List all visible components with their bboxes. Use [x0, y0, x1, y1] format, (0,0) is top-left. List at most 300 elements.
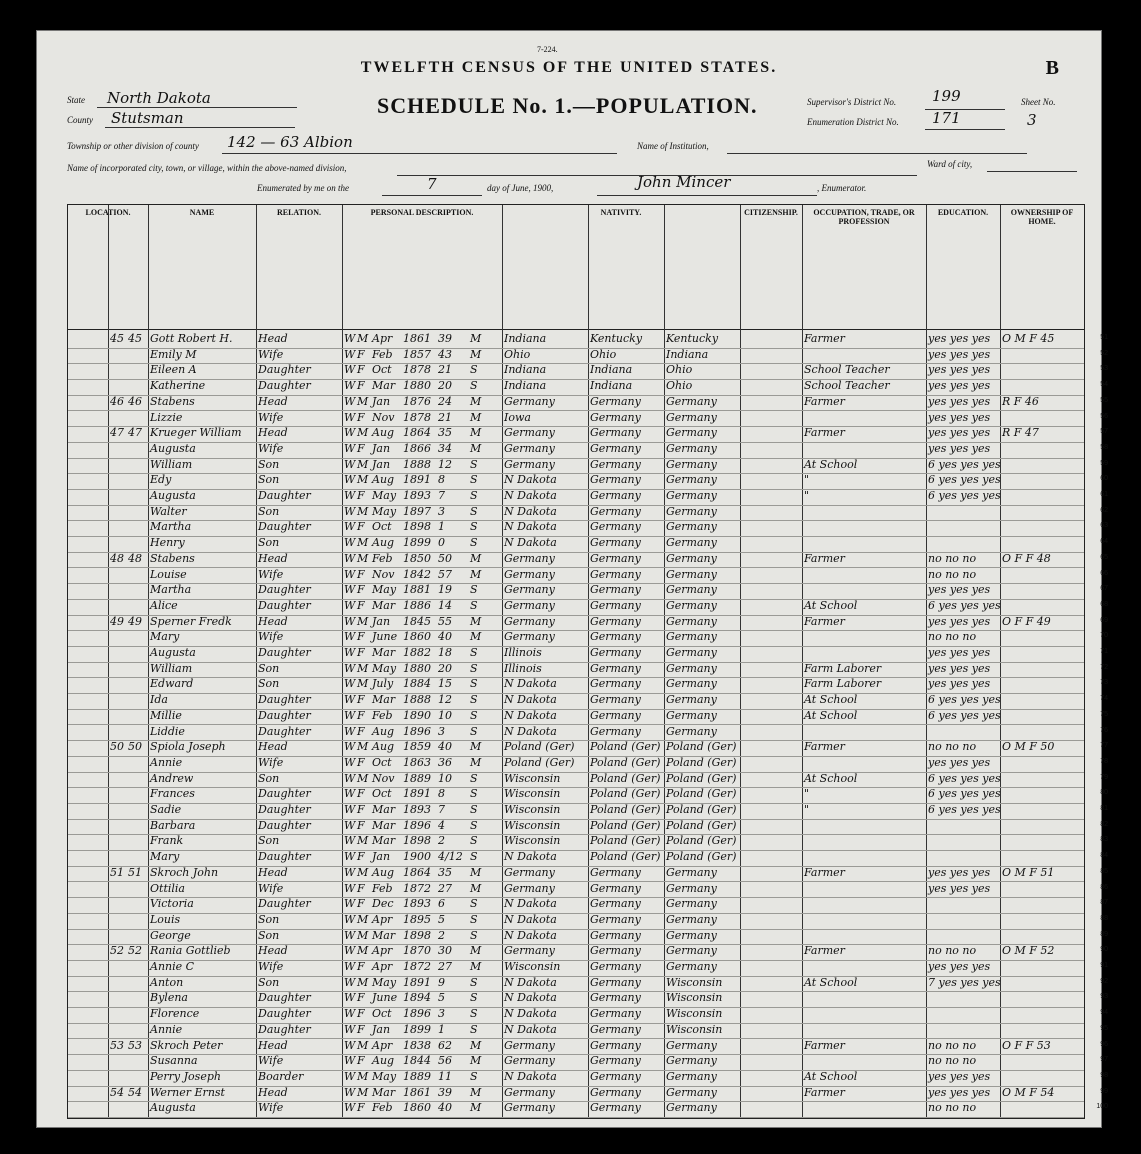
cell-name: Augusta — [150, 1101, 196, 1115]
cell-place: Indiana — [504, 379, 547, 393]
cell-own: O M F 52 — [1002, 944, 1055, 958]
cell-race: W — [344, 771, 356, 785]
cell-mar: S — [470, 1007, 478, 1021]
cell-father: Germany — [590, 661, 641, 675]
cell-mo: Mar — [372, 1085, 396, 1099]
cell-yr: 1889 — [403, 771, 431, 785]
cell-name: Mary — [150, 850, 180, 864]
cell-mo: Apr — [372, 944, 393, 958]
cell-fam: 46 — [128, 394, 142, 408]
table-row — [68, 771, 1108, 789]
cell-mar: M — [470, 740, 482, 754]
cell-race: W — [344, 379, 356, 393]
table-row — [68, 818, 1108, 836]
cell-occ: Farmer — [804, 944, 845, 958]
cell-mo: Feb — [372, 708, 393, 722]
cell-age: 55 — [438, 614, 452, 628]
cell-name: Werner Ernst — [150, 1085, 225, 1099]
cell-father: Germany — [590, 473, 641, 487]
cell-mo: Feb — [372, 347, 393, 361]
cell-sex: F — [357, 708, 365, 722]
enumerated-label: Enumerated by me on the — [257, 183, 349, 193]
line-number: 66 — [1100, 569, 1108, 577]
cell-name: Annie — [150, 755, 183, 769]
cell-mo: Aug — [372, 536, 395, 550]
cell-yr: 1861 — [403, 332, 431, 345]
cell-rel: Wife — [258, 347, 284, 361]
cell-place: Germany — [504, 583, 555, 597]
cell-dw: 53 — [110, 1038, 124, 1052]
cell-age: 3 — [438, 504, 445, 518]
cell-place: Germany — [504, 1101, 555, 1115]
cell-mother: Germany — [666, 944, 717, 958]
cell-race: W — [344, 551, 356, 565]
cell-yr: 1842 — [403, 567, 431, 581]
cell-mother: Wisconsin — [666, 1022, 723, 1036]
cell-rel: Daughter — [258, 724, 311, 738]
cell-age: 21 — [438, 363, 452, 377]
cell-yr: 1889 — [403, 1069, 431, 1083]
cell-age: 30 — [438, 944, 452, 958]
cell-occ: " — [804, 803, 810, 816]
cell-sex: F — [357, 1007, 365, 1021]
line-number: 81 — [1100, 805, 1108, 812]
cell-age: 10 — [438, 708, 452, 722]
line-number: 57 — [1100, 428, 1108, 436]
cell-edu: yes yes yes — [928, 1069, 991, 1083]
line-number: 91 — [1100, 962, 1108, 969]
cell-mar: S — [470, 520, 478, 534]
cell-occ: Farmer — [804, 614, 845, 628]
table-row — [68, 630, 1108, 647]
cell-own: O F F 48 — [1002, 551, 1051, 565]
cell-mother: Germany — [666, 630, 717, 644]
cell-mo: Feb — [372, 551, 393, 565]
cell-mar: S — [470, 975, 478, 989]
cell-dw: 48 — [110, 551, 124, 565]
cell-edu: yes yes yes — [928, 394, 991, 408]
cell-mother: Wisconsin — [666, 1007, 723, 1021]
cell-name: Barbara — [150, 818, 196, 832]
cell-name: Edward — [150, 677, 194, 691]
cell-mo: Jan — [372, 457, 391, 471]
cell-place: Germany — [504, 865, 555, 879]
cell-father: Poland (Ger) — [590, 771, 661, 785]
cell-own: O M F 51 — [1002, 865, 1055, 879]
cell-name: Edy — [150, 473, 172, 487]
cell-yr: 1838 — [403, 1038, 431, 1052]
cell-mar: S — [470, 598, 478, 612]
cell-race: W — [344, 661, 356, 675]
cell-sex: M — [357, 426, 369, 440]
cell-place: N Dakota — [504, 504, 557, 518]
cell-age: 50 — [438, 551, 452, 565]
cell-dw: 54 — [110, 1085, 124, 1099]
cell-age: 5 — [438, 991, 445, 1005]
cell-mar: S — [470, 724, 478, 738]
line-number: 100 — [1096, 1103, 1108, 1111]
cell-mo: Oct — [372, 363, 392, 377]
cell-race: W — [344, 881, 356, 895]
cell-mother: Germany — [666, 928, 717, 942]
cell-edu: 6 yes yes yes — [928, 803, 1001, 816]
line-number: 51 — [1100, 334, 1108, 341]
form-number: 7-224. — [537, 45, 558, 54]
table-row — [68, 379, 1108, 396]
cell-rel: Daughter — [258, 598, 311, 612]
cell-father: Germany — [590, 865, 641, 879]
enumeration-label: Enumeration District No. — [807, 117, 899, 127]
cell-race: W — [344, 677, 356, 691]
enumerator-label: , Enumerator. — [817, 183, 867, 193]
cell-race: W — [344, 1038, 356, 1052]
cell-rel: Daughter — [258, 379, 311, 393]
cell-age: 40 — [438, 1101, 452, 1115]
cell-place: Germany — [504, 394, 555, 408]
cell-age: 36 — [438, 755, 452, 769]
cell-mar: S — [470, 363, 478, 377]
cell-age: 20 — [438, 661, 452, 675]
cell-place: Wisconsin — [504, 771, 561, 785]
cell-father: Germany — [590, 646, 641, 659]
table-row — [68, 410, 1108, 428]
cell-race: W — [344, 803, 356, 816]
table-row — [68, 583, 1108, 600]
cell-mother: Germany — [666, 693, 717, 707]
cell-race: W — [344, 1085, 356, 1099]
table-row — [68, 708, 1108, 726]
cell-occ: " — [804, 787, 810, 801]
cell-sex: M — [357, 677, 369, 691]
cell-race: W — [344, 363, 356, 377]
line-number: 75 — [1100, 710, 1108, 718]
cell-name: Stabens — [150, 394, 195, 408]
enumeration-value: 171 — [932, 109, 961, 127]
cell-mar: S — [470, 1022, 478, 1036]
cell-father: Indiana — [590, 379, 633, 393]
cell-mo: Mar — [372, 834, 396, 848]
table-row — [68, 1007, 1108, 1024]
cell-fam: 52 — [128, 944, 142, 958]
cell-edu: yes yes yes — [928, 363, 991, 377]
cell-yr: 1860 — [403, 630, 431, 644]
cell-name: Frank — [150, 834, 184, 848]
cell-place: Germany — [504, 426, 555, 440]
table-row — [68, 394, 1108, 412]
cell-mother: Germany — [666, 1101, 717, 1115]
cell-edu: yes yes yes — [928, 441, 991, 455]
cell-mo: Aug — [372, 740, 395, 754]
cell-place: Illinois — [504, 646, 542, 659]
cell-mother: Indiana — [666, 347, 709, 361]
cell-mo: Aug — [372, 426, 395, 440]
cell-place: Germany — [504, 551, 555, 565]
cell-name: Augusta — [150, 646, 196, 659]
cell-place: Poland (Ger) — [504, 740, 575, 754]
cell-mother: Germany — [666, 598, 717, 612]
cell-age: 2 — [438, 834, 445, 848]
cell-mother: Germany — [666, 441, 717, 455]
cell-mar: S — [470, 661, 478, 675]
cell-age: 43 — [438, 347, 452, 361]
cell-own: O F F 49 — [1002, 614, 1051, 628]
cell-race: W — [344, 504, 356, 518]
cell-fam: 51 — [128, 865, 142, 879]
cell-race: W — [344, 1022, 356, 1036]
cell-age: 3 — [438, 1007, 445, 1021]
cell-mo: Aug — [372, 865, 395, 879]
population-table — [67, 204, 1108, 1119]
cell-name: Augusta — [150, 441, 196, 455]
cell-rel: Head — [258, 865, 288, 879]
table-row — [68, 441, 1108, 459]
cell-mar: M — [470, 567, 482, 581]
enum-day-value: 7 — [427, 175, 437, 193]
cell-own: R F 46 — [1002, 394, 1039, 408]
cell-place: Indiana — [504, 363, 547, 377]
cell-sex: F — [357, 598, 365, 612]
cell-age: 12 — [438, 457, 452, 471]
cell-age: 40 — [438, 630, 452, 644]
cell-mo: Apr — [372, 332, 393, 345]
cell-yr: 1897 — [403, 504, 431, 518]
line-number: 87 — [1100, 899, 1108, 907]
cell-yr: 1895 — [403, 912, 431, 926]
cell-occ: Farmer — [804, 551, 845, 565]
cell-dw: 46 — [110, 394, 124, 408]
cell-edu: yes yes yes — [928, 410, 991, 424]
cell-sex: F — [357, 991, 365, 1005]
cell-age: 27 — [438, 881, 452, 895]
cell-age: 4 — [438, 818, 445, 832]
cell-mo: Jan — [372, 1022, 391, 1036]
cell-mar: M — [470, 1038, 482, 1052]
cell-place: N Dakota — [504, 928, 557, 942]
cell-rel: Head — [258, 614, 288, 628]
cell-mother: Germany — [666, 551, 717, 565]
cell-father: Germany — [590, 1069, 641, 1083]
sheet-letter: B — [1045, 57, 1059, 79]
cell-rel: Wife — [258, 630, 284, 644]
cell-mo: May — [372, 504, 397, 518]
cell-mo: Aug — [372, 724, 395, 738]
cell-father: Germany — [590, 520, 641, 534]
cell-name: Liddie — [150, 724, 185, 738]
cell-edu: yes yes yes — [928, 677, 991, 691]
cell-mother: Germany — [666, 473, 717, 487]
cell-age: 5 — [438, 912, 445, 926]
sheet-no-value: 3 — [1027, 111, 1037, 129]
cell-place: Germany — [504, 1054, 555, 1068]
cell-rel: Daughter — [258, 583, 311, 597]
cell-occ: Farmer — [804, 1085, 845, 1099]
cell-occ: Farmer — [804, 740, 845, 754]
table-row — [68, 975, 1108, 993]
cell-father: Indiana — [590, 363, 633, 377]
table-row — [68, 991, 1108, 1008]
table-row — [68, 724, 1108, 742]
cell-place: N Dakota — [504, 536, 557, 550]
cell-age: 7 — [438, 489, 445, 502]
cell-mother: Germany — [666, 583, 717, 597]
cell-place: N Dakota — [504, 489, 557, 502]
cell-name: Mary — [150, 630, 180, 644]
cell-yr: 1864 — [403, 865, 431, 879]
cell-edu: no no no — [928, 567, 977, 581]
cell-mo: Oct — [372, 755, 392, 769]
table-header — [68, 205, 1084, 330]
line-number: 68 — [1100, 600, 1108, 608]
cell-sex: M — [357, 536, 369, 550]
cell-mar: S — [470, 1069, 478, 1083]
cell-yr: 1866 — [403, 441, 431, 455]
line-number: 56 — [1100, 412, 1108, 420]
cell-mar: M — [470, 755, 482, 769]
cell-place: Germany — [504, 598, 555, 612]
cell-name: Perry Joseph — [150, 1069, 221, 1083]
cell-name: Martha — [150, 520, 192, 534]
cell-race: W — [344, 1054, 356, 1068]
cell-race: W — [344, 944, 356, 958]
table-row — [68, 536, 1108, 553]
cell-mar: S — [470, 912, 478, 926]
cell-race: W — [344, 865, 356, 879]
cell-mother: Germany — [666, 960, 717, 973]
cell-mother: Germany — [666, 897, 717, 911]
table-row — [68, 944, 1108, 961]
cell-edu: yes yes yes — [928, 379, 991, 393]
cell-own: O M F 45 — [1002, 332, 1055, 345]
cell-mar: S — [470, 897, 478, 911]
cell-rel: Son — [258, 473, 280, 487]
sheet-no-label: Sheet No. — [1021, 97, 1056, 107]
cell-place: Germany — [504, 881, 555, 895]
cell-race: W — [344, 410, 356, 424]
cell-age: 0 — [438, 536, 445, 550]
cell-mo: May — [372, 489, 397, 502]
cell-edu: no no no — [928, 1038, 977, 1052]
cell-mar: M — [470, 944, 482, 958]
cell-name: Martha — [150, 583, 192, 597]
cell-place: N Dakota — [504, 520, 557, 534]
cell-mother: Germany — [666, 1054, 717, 1068]
cell-father: Germany — [590, 912, 641, 926]
cell-mo: Jan — [372, 850, 391, 864]
table-row — [68, 646, 1108, 663]
cell-rel: Head — [258, 551, 288, 565]
cell-age: 20 — [438, 379, 452, 393]
table-row — [68, 520, 1108, 537]
cell-race: W — [344, 630, 356, 644]
county-label: County — [67, 115, 93, 125]
table-row — [68, 489, 1108, 506]
cell-father: Germany — [590, 991, 641, 1005]
cell-occ: At School — [804, 708, 858, 722]
cell-yr: 1896 — [403, 724, 431, 738]
cell-sex: F — [357, 803, 365, 816]
line-number: 85 — [1100, 867, 1108, 875]
cell-race: W — [344, 520, 356, 534]
cell-occ: At School — [804, 598, 858, 612]
cell-mother: Germany — [666, 410, 717, 424]
cell-yr: 1870 — [403, 944, 431, 958]
cell-mo: Feb — [372, 1101, 393, 1115]
cell-name: Eileen A — [150, 363, 197, 377]
cell-edu: yes yes yes — [928, 332, 991, 345]
cell-mother: Poland (Ger) — [666, 818, 737, 832]
cell-mar: S — [470, 991, 478, 1005]
group-education: EDUCATION. — [937, 208, 989, 217]
cell-yr: 1882 — [403, 646, 431, 659]
cell-mo: Mar — [372, 818, 396, 832]
cell-race: W — [344, 834, 356, 848]
cell-yr: 1893 — [403, 489, 431, 502]
cell-rel: Son — [258, 457, 280, 471]
cell-mar: M — [470, 347, 482, 361]
line-number: 52 — [1100, 349, 1108, 357]
cell-sex: F — [357, 441, 365, 455]
table-row — [68, 865, 1108, 883]
table-row — [68, 426, 1108, 443]
cell-rel: Daughter — [258, 991, 311, 1005]
cell-sex: F — [357, 567, 365, 581]
cell-rel: Boarder — [258, 1069, 304, 1083]
cell-age: 24 — [438, 394, 452, 408]
cell-edu: no no no — [928, 551, 977, 565]
cell-mar: S — [470, 473, 478, 487]
cell-mar: S — [470, 457, 478, 471]
cell-name: Lizzie — [150, 410, 183, 424]
cell-sex: F — [357, 897, 365, 911]
cell-yr: 1881 — [403, 583, 431, 597]
cell-place: N Dakota — [504, 1069, 557, 1083]
cell-name: Henry — [150, 536, 185, 550]
cell-occ: " — [804, 473, 810, 487]
cell-rel: Daughter — [258, 646, 311, 659]
cell-sex: F — [357, 755, 365, 769]
cell-age: 7 — [438, 803, 445, 816]
cell-yr: 1844 — [403, 1054, 431, 1068]
cell-rel: Wife — [258, 881, 284, 895]
cell-mo: Oct — [372, 787, 392, 801]
cell-age: 8 — [438, 473, 445, 487]
institution-label: Name of Institution, — [637, 141, 709, 151]
cell-father: Germany — [590, 693, 641, 707]
cell-name: Stabens — [150, 551, 195, 565]
table-row — [68, 693, 1108, 710]
cell-age: 4/12 — [438, 850, 463, 864]
line-number: 69 — [1100, 616, 1108, 624]
cell-name: Louis — [150, 912, 181, 926]
cell-rel: Daughter — [258, 708, 311, 722]
cell-race: W — [344, 332, 356, 345]
cell-yr: 1857 — [403, 347, 431, 361]
cell-father: Germany — [590, 567, 641, 581]
cell-mother: Poland (Ger) — [666, 834, 737, 848]
line-number: 99 — [1100, 1087, 1108, 1095]
cell-rel: Daughter — [258, 1007, 311, 1021]
cell-yr: 1878 — [403, 410, 431, 424]
cell-age: 35 — [438, 426, 452, 440]
cell-place: N Dakota — [504, 850, 557, 864]
cell-father: Germany — [590, 598, 641, 612]
cell-occ: Farmer — [804, 332, 845, 345]
cell-father: Germany — [590, 630, 641, 644]
table-row — [68, 1069, 1108, 1087]
cell-occ: At School — [804, 693, 858, 707]
cell-rel: Wife — [258, 567, 284, 581]
cell-race: W — [344, 787, 356, 801]
